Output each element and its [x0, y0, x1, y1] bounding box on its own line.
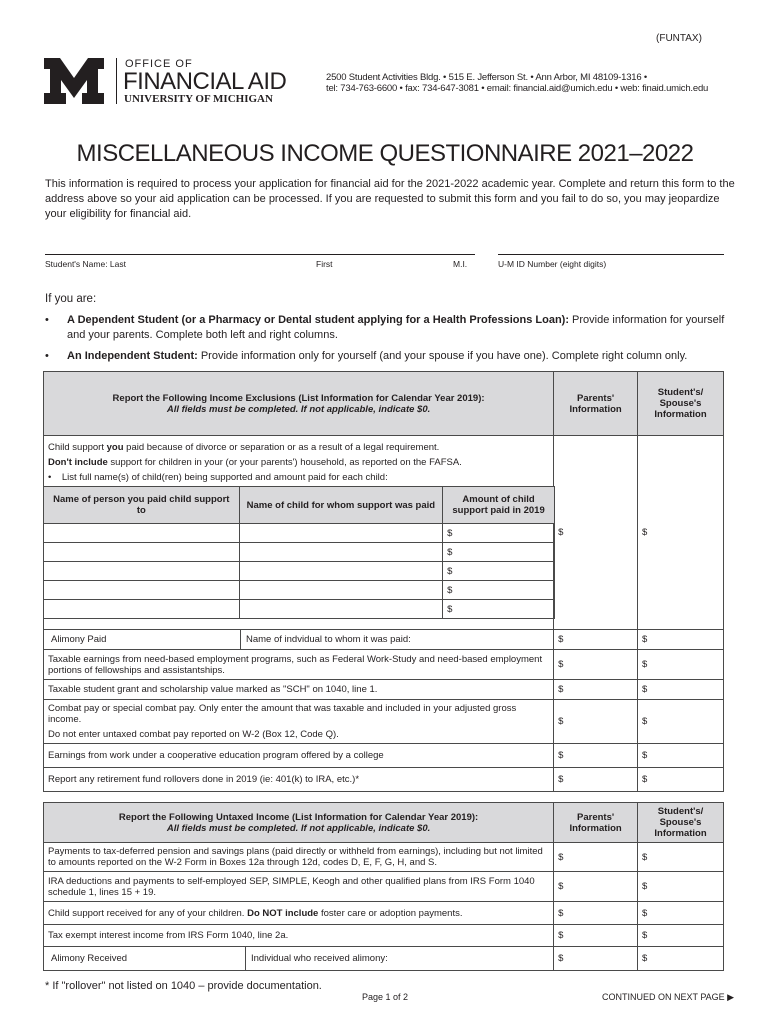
alimony-received-label: Alimony Received — [51, 953, 128, 964]
rollover-label: Report any retirement fund rollovers done in 2019 (ie: 401(k) to IRA, etc.)* — [44, 768, 554, 792]
form-code: (FUNTAX) — [656, 33, 702, 44]
person-input-4[interactable] — [44, 581, 240, 600]
financial-aid-label: FINANCIAL AID — [123, 68, 287, 95]
alimony-received-divider — [245, 947, 246, 970]
parents-coop-input[interactable]: $ — [554, 744, 638, 768]
person-input-2[interactable] — [44, 543, 240, 562]
table2-header: Report the Following Untaxed Income (List Information for Calendar Year 2019): All fields must be completed. If not applicable, indicate $0. — [44, 803, 554, 843]
form-title: MISCELLANEOUS INCOME QUESTIONNAIRE 2021–2022 — [76, 140, 694, 167]
parents-combat-input[interactable]: $ — [554, 700, 638, 744]
child-input-2[interactable] — [239, 543, 443, 562]
col-person-header: Name of person you paid child support to — [44, 487, 240, 524]
alimony-received-row — [44, 947, 554, 971]
bullet-independent: • An Independent Student: Provide information only for yourself (and your spouse if you have one). Complete right column only. — [45, 350, 688, 362]
alimony-paid-label: Alimony Paid — [51, 634, 107, 645]
address-line-2: tel: 734-763-6600 • fax: 734-647-3081 • email: financial.aid@umich.edu • web: finaid.umich.edu — [326, 83, 709, 94]
pension-label: Payments to tax-deferred pension and savings plans (paid directly or withheld from earnings), including but not limited to amounts reported on the W-2 Form in Boxes 12a through 12d, codes D, E, F, G, H, and S. — [44, 843, 554, 872]
office-of-label: OFFICE OF — [125, 58, 193, 70]
amount-input-2[interactable]: $ — [443, 543, 555, 562]
student-combat-input[interactable]: $ — [638, 700, 724, 744]
university-label: UNIVERSITY OF MICHIGAN — [124, 93, 273, 105]
alimony-received-individual-label[interactable]: Individual who received alimony: — [251, 953, 388, 964]
child-input-3[interactable] — [239, 562, 443, 581]
student-child-received-input[interactable]: $ — [638, 902, 724, 925]
continued-label: CONTINUED ON NEXT PAGE ▶ — [602, 992, 735, 1002]
student-pension-input[interactable]: $ — [638, 843, 724, 872]
person-input-1[interactable] — [44, 524, 240, 543]
amount-input-3[interactable]: $ — [443, 562, 555, 581]
tax-exempt-label: Tax exempt interest income from IRS Form 1040, line 2a. — [44, 925, 554, 947]
parents-ira-input[interactable]: $ — [554, 872, 638, 902]
parents-alimony-input[interactable]: $ — [554, 630, 638, 650]
student-col-header-2: Student's/ Spouse's Information — [638, 803, 724, 843]
alimony-paid-row — [44, 630, 554, 650]
combat-pay-label: Combat pay or special combat pay. Only enter the amount that was taxable and included in your adjusted gross income. Do not enter untaxed combat pay reported on W-2 (Box 12, Code Q). — [44, 700, 554, 744]
parents-col-header: Parents' Information — [554, 372, 638, 436]
alimony-paid-name-label[interactable]: Name of indvidual to whom it was paid: — [246, 634, 411, 645]
alimony-divider — [240, 630, 241, 649]
table1-header: Report the Following Income Exclusions (List Information for Calendar Year 2019): All fields must be completed. If not applicable, indicate $0. — [44, 372, 554, 436]
parents-pension-input[interactable]: $ — [554, 843, 638, 872]
parents-tax-exempt-input[interactable]: $ — [554, 925, 638, 947]
parents-need-based-input[interactable]: $ — [554, 650, 638, 680]
parents-sch-input[interactable]: $ — [554, 680, 638, 700]
parents-alimony-received-input[interactable]: $ — [554, 947, 638, 971]
col-child-header: Name of child for whom support was paid — [239, 487, 443, 524]
need-based-label: Taxable earnings from need-based employment programs, such as Federal Work-Study and need-based employment portions of fellowships and assistantships. — [44, 650, 554, 680]
label-first: First — [316, 259, 333, 269]
person-input-3[interactable] — [44, 562, 240, 581]
child-input-1[interactable] — [239, 524, 443, 543]
child-support-cell: Child support you paid because of divorce or separation or as a result of a legal requirement. Don't include support for children in your (or your parents') household, as reported on the FAFSA. • List full name(s) of child(ren) being supported and amount paid for each child: Name of person you paid child support to Name of child for whom support was paid Amount of child support paid in 2019 $ $ $ $ $ — [44, 436, 554, 630]
parents-rollover-input[interactable]: $ — [554, 768, 638, 792]
amount-input-4[interactable]: $ — [443, 581, 555, 600]
rollover-footnote: * If "rollover" not listed on 1040 – provide documentation. — [45, 980, 322, 992]
parents-col-header-2: Parents' Information — [554, 803, 638, 843]
label-umid: U-M ID Number (eight digits) — [498, 259, 607, 269]
child-input-5[interactable] — [239, 600, 443, 619]
student-tax-exempt-input[interactable]: $ — [638, 925, 724, 947]
label-last: Student's Name: Last — [45, 259, 126, 269]
coop-label: Earnings from work under a cooperative education program offered by a college — [44, 744, 554, 768]
income-exclusions-table — [43, 371, 724, 792]
parents-child-received-input[interactable]: $ — [554, 902, 638, 925]
untaxed-income-table — [43, 802, 724, 971]
intro-paragraph: This information is required to process your application for financial aid for the 2021-2022 academic year. Complete and return this form to the address above so your aid application can be processed. If you are requested to submit this form and you fail to do so, you may jeopardize your eligibility for financial aid. — [45, 178, 735, 220]
page-number: Page 1 of 2 — [361, 992, 409, 1002]
student-alimony-received-input[interactable]: $ — [638, 947, 724, 971]
block-m-logo — [44, 58, 104, 104]
address-line-1: 2500 Student Activities Bldg. • 515 E. Jefferson St. • Ann Arbor, MI 48109-1316 • — [326, 72, 648, 83]
student-sch-input[interactable]: $ — [638, 680, 724, 700]
umid-line[interactable] — [498, 254, 724, 255]
student-need-based-input[interactable]: $ — [638, 650, 724, 680]
child-support-received-label: Child support received for any of your children. Do NOT include foster care or adoption payments. — [44, 902, 554, 925]
bullet-dependent: • A Dependent Student (or a Pharmacy or Dental student applying for a Health Professions Loan): Provide information for yourself and your parents. Complete both left and right columns. — [45, 314, 725, 341]
amount-input-1[interactable]: $ — [443, 524, 555, 543]
student-child-support-input[interactable]: $ — [638, 436, 724, 630]
student-col-header: Student's/ Spouse's Information — [638, 372, 724, 436]
student-ira-input[interactable]: $ — [638, 872, 724, 902]
ira-label: IRA deductions and payments to self-employed SEP, SIMPLE, Keogh and other qualified plans from IRS Form 1040 schedule 1, lines 15 + 19. — [44, 872, 554, 902]
sch-label: Taxable student grant and scholarship value marked as "SCH" on 1040, line 1. — [44, 680, 554, 700]
student-alimony-input[interactable]: $ — [638, 630, 724, 650]
person-input-5[interactable] — [44, 600, 240, 619]
parents-child-support-input[interactable]: $ — [554, 436, 638, 630]
if-you-are: If you are: — [45, 293, 97, 305]
student-coop-input[interactable]: $ — [638, 744, 724, 768]
logo-divider — [116, 58, 117, 104]
student-rollover-input[interactable]: $ — [638, 768, 724, 792]
child-input-4[interactable] — [239, 581, 443, 600]
child-support-subtable — [43, 486, 555, 619]
label-mi: M.I. — [453, 259, 468, 269]
col-amount-header: Amount of child support paid in 2019 — [443, 487, 555, 524]
amount-input-5[interactable]: $ — [443, 600, 555, 619]
student-name-line[interactable] — [45, 254, 475, 255]
